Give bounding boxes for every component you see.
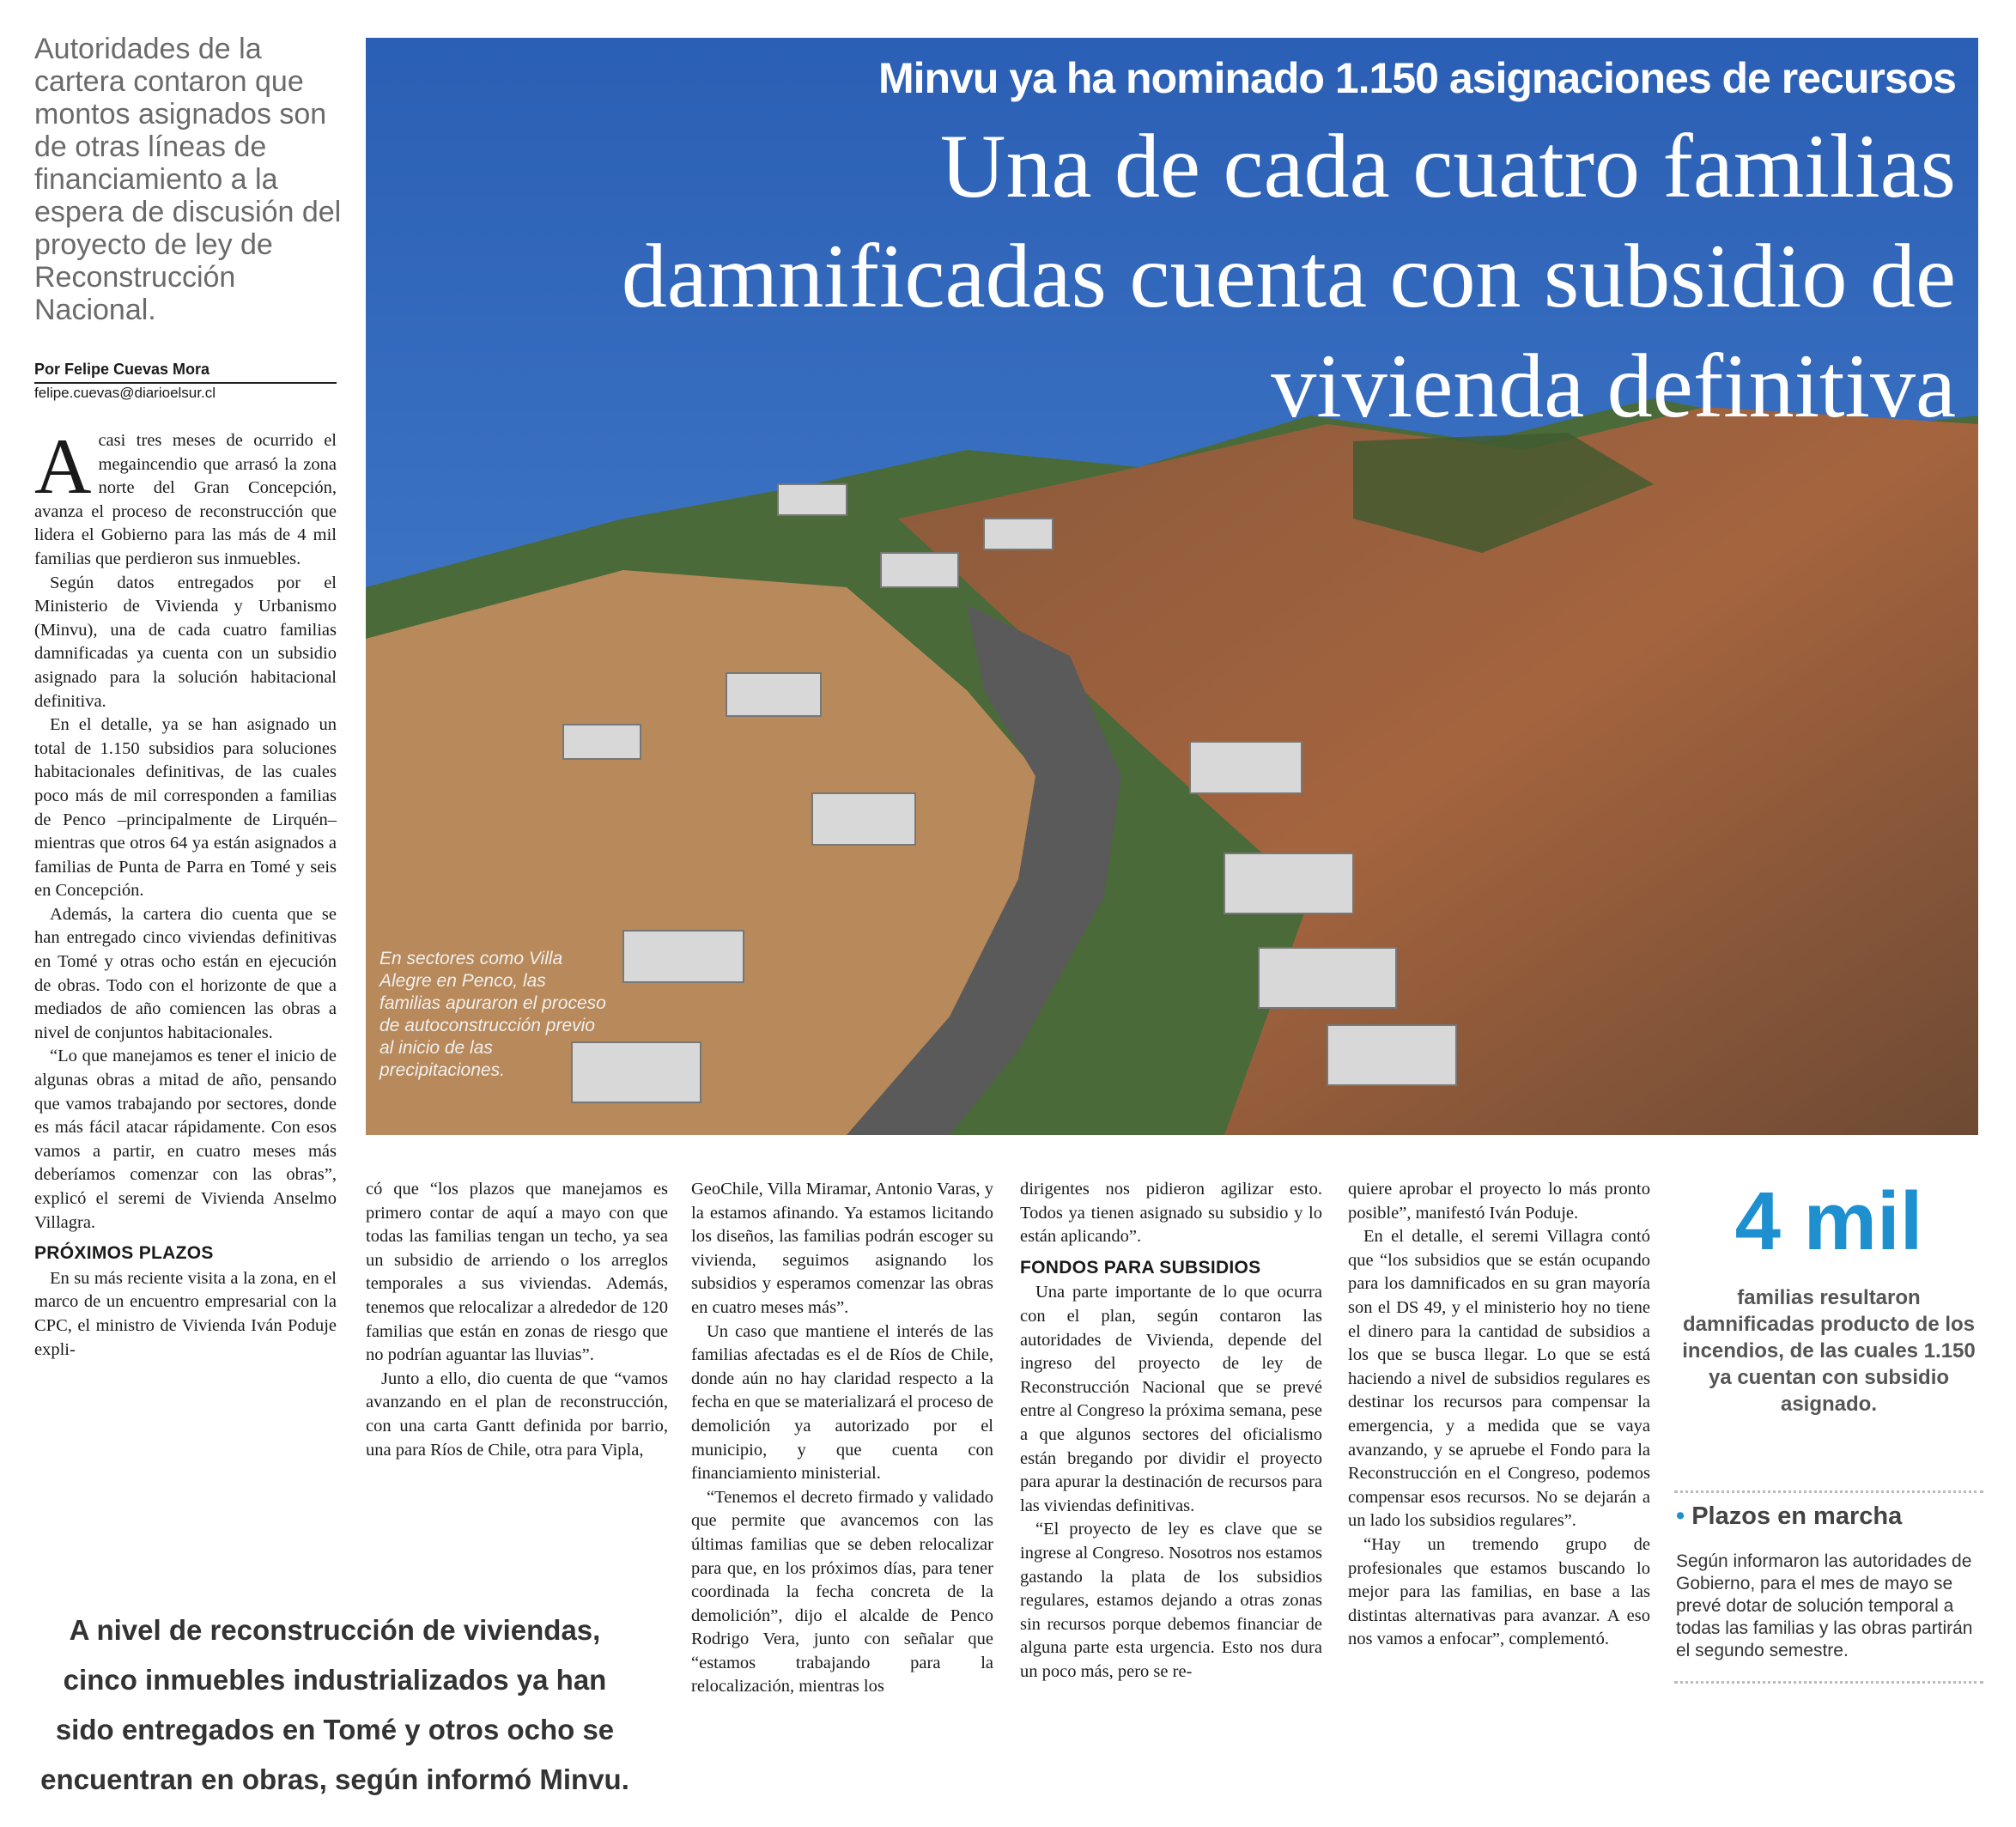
sidebar-divider bbox=[1674, 1490, 1983, 1493]
paragraph: Según datos entregados por el Ministerio de Vivienda y Urbanismo (Minvu), una de cada cuatro familias damnificadas ya cuenta con un subsidio asignado para la solución habitacional definitiva. bbox=[34, 573, 337, 711]
sidebar-text: Según informaron las autoridades de Gobierno, para el mes de mayo se prevé dotar de solución temporal a todas las familias y las obras partirán el segundo semestre. bbox=[1676, 1551, 1973, 1660]
highlight-description: familias resultaron damnificadas producto de los incendios, de las cuales 1.150 ya cuentan con subsidio asignado. bbox=[1682, 1286, 1976, 1416]
paragraph: “Lo que manejamos es tener el inicio de algunas obras a mitad de año, pensando que vamos trabajando por sectores, donde es más fácil atacar rápidamente. Con esos vamos a partir, en cuatro meses más deberíamos comenzar con las obras”, explicó el seremi de Vivienda Anselmo Villagra. bbox=[34, 1047, 337, 1232]
paragraph: “El proyecto de ley es clave que se ingrese al Congreso. Nosotros nos estamos gastando la plata de los subsidios regulares, estamos dejando a otras zonas sin recursos porque debemos financiar de alguna parte esta urgencia. Esto nos dura un poco más, pero se re- bbox=[1020, 1520, 1322, 1681]
pull-quote: A nivel de reconstrucción de viviendas, cinco inmuebles industrializados ya han sido entregados en Tomé y otros ocho se encuentran en obras, según informó Minvu. bbox=[40, 1614, 629, 1795]
photo-caption: En sectores como Villa Alegre en Penco, las familias apuraron el proceso de autoconstrucción previo al inicio de las precipitaciones. bbox=[380, 949, 606, 1080]
sidebar-title-text: Plazos en marcha bbox=[1691, 1502, 1903, 1530]
sidebar-divider-bottom bbox=[1674, 1681, 1983, 1684]
paragraph: Junto a ello, dio cuenta de que “vamos avanzando en el plan de reconstrucción, con una carta Gantt definida por barrio, una para Ríos de Chile, otra para Vipla, bbox=[366, 1369, 668, 1460]
paragraph: En el detalle, ya se han asignado un total de 1.150 subsidios para soluciones habitacionales definitivas, de las cuales poco más de mil corresponden a familias de Penco –principalmente de Lirquén– mientras que otros 64 ya están asignados a familias de Punta de Parra en Tomé y seis en Concepción. bbox=[34, 715, 337, 901]
paragraph: Un caso que mantiene el interés de las familias afectadas es el de Ríos de Chile, donde aún no hay claridad respecto a la fecha en que se materializará el proceso de demolición ya autorizado por el municipio, y que cuenta con financiamiento ministerial. bbox=[691, 1321, 993, 1484]
paragraph: casi tres meses de ocurrido el megaincendio que arrasó la zona norte del Gran Concepción, avanza el proceso de reconstrucción que lidera el Gobierno para las más de 4 mil familias que perdieron sus inmuebles. bbox=[34, 431, 337, 568]
section-heading: PRÓXIMOS PLAZOS bbox=[34, 1243, 214, 1264]
hero-photo bbox=[366, 38, 1978, 1135]
body-column-5 bbox=[1348, 1178, 1650, 1652]
body-column-4 bbox=[1020, 1178, 1322, 1684]
section-heading: FONDOS PARA SUBSIDIOS bbox=[1020, 1257, 1261, 1278]
body-column-2 bbox=[366, 1178, 668, 1462]
headline: Una de cada cuatro familias damnificadas cuenta con subsidio de vivienda definitiva bbox=[621, 116, 1956, 436]
drop-cap: A bbox=[34, 422, 92, 510]
highlight-number: 4 mil bbox=[1734, 1175, 1923, 1267]
paragraph: GeoChile, Villa Miramar, Antonio Varas, y la estamos afinando. Ya estamos licitando los diseños, las familias podrán escoger su vivienda, seguimos asignando los subsidios y esperamos comenzar las obras en cuatro meses más”. bbox=[691, 1180, 993, 1317]
paragraph: có que “los plazos que manejamos es primero contar de aquí a mayo con que todas las familias tengan un techo, ya sea un subsidio de arriendo o los arreglos temporales a sus viviendas. Además, tenemos que relocalizar a alrededor de 120 familias que están en zonas de riesgo que no podrían aguantar las lluvias”. bbox=[366, 1180, 668, 1365]
paragraph: dirigentes nos pidieron agilizar esto. Todos ya tienen asignado su subsidio y lo están aplicando”. bbox=[1020, 1180, 1322, 1247]
paragraph: En el detalle, el seremi Villagra contó que “los subsidios que se están ocupando para los damnificados en su gran mayoría son el DS 49, y el ministerio hoy no tiene el dinero para la cantidad de subsidios a los que se busca llegar. Lo que se está haciendo a nivel de subsidios regulares es destinar los recursos para compensar la emergencia, y a medida que se vaya avanzando, y se apruebe el Fondo para la Reconstrucción en el Congreso, podemos compensar esos recursos. No se dejarán a un lado los subsidios regulares”. bbox=[1348, 1227, 1650, 1531]
sidebar-title bbox=[1676, 1502, 1902, 1531]
paragraph: “Tenemos el decreto firmado y validado que permite que avancemos con las últimas familias que se deben relocalizar para que, en los próximos días, para tener coordinada la fecha concreta de la demolición”, dijo el alcalde de Penco Rodrigo Vera, junto con señalar que “estamos trabajando para la relocalización, mientras los bbox=[691, 1487, 993, 1696]
paragraph: Además, la cartera dio cuenta que se han entregado cinco viviendas definitivas en Tomé y otras ocho están en ejecución de obras. Todo con el horizonte de que a mediados de año comiencen las obras a nivel de conjuntos habitacionales. bbox=[34, 904, 337, 1042]
body-column-3 bbox=[691, 1178, 993, 1699]
paragraph: “Hay un tremendo grupo de profesionales que estamos buscando lo mejor para las familias, en base a las distintas alternativas para avanzar. A eso nos vamos a enfocar”, complementó. bbox=[1348, 1534, 1650, 1649]
byline: Por Felipe Cuevas Mora bbox=[34, 361, 337, 384]
body-column-1 bbox=[34, 422, 337, 1362]
paragraph: En su más reciente visita a la zona, en el marco de un encuentro empresarial con la CPC, el ministro de Vivienda Iván Poduje expli- bbox=[34, 1268, 337, 1359]
paragraph: Una parte importante de lo que ocurra con el plan, según contaron las autoridades de Vivienda, depende del ingreso del proyecto de ley de Reconstrucción Nacional que se prevé entre al Congreso la próxima semana, pese a que algunos sectores del oficialismo están bregando por dividir el proyecto para apurar la destinación de recursos para las viviendas definitivas. bbox=[1020, 1283, 1322, 1515]
article-lead: Autoridades de la cartera contaron que montos asignados son de otras líneas de financiamiento a la espera de discusión del proyecto de ley de Reconstrucción Nacional. bbox=[34, 33, 342, 326]
headline-kicker: Minvu ya ha nominado 1.150 asignaciones de recursos bbox=[877, 54, 1956, 102]
bullet-icon: • bbox=[1676, 1502, 1685, 1530]
author-email: felipe.cuevas@diarioelsur.cl bbox=[34, 385, 216, 401]
paragraph: quiere aprobar el proyecto lo más pronto posible”, manifestó Iván Poduje. bbox=[1348, 1180, 1650, 1223]
